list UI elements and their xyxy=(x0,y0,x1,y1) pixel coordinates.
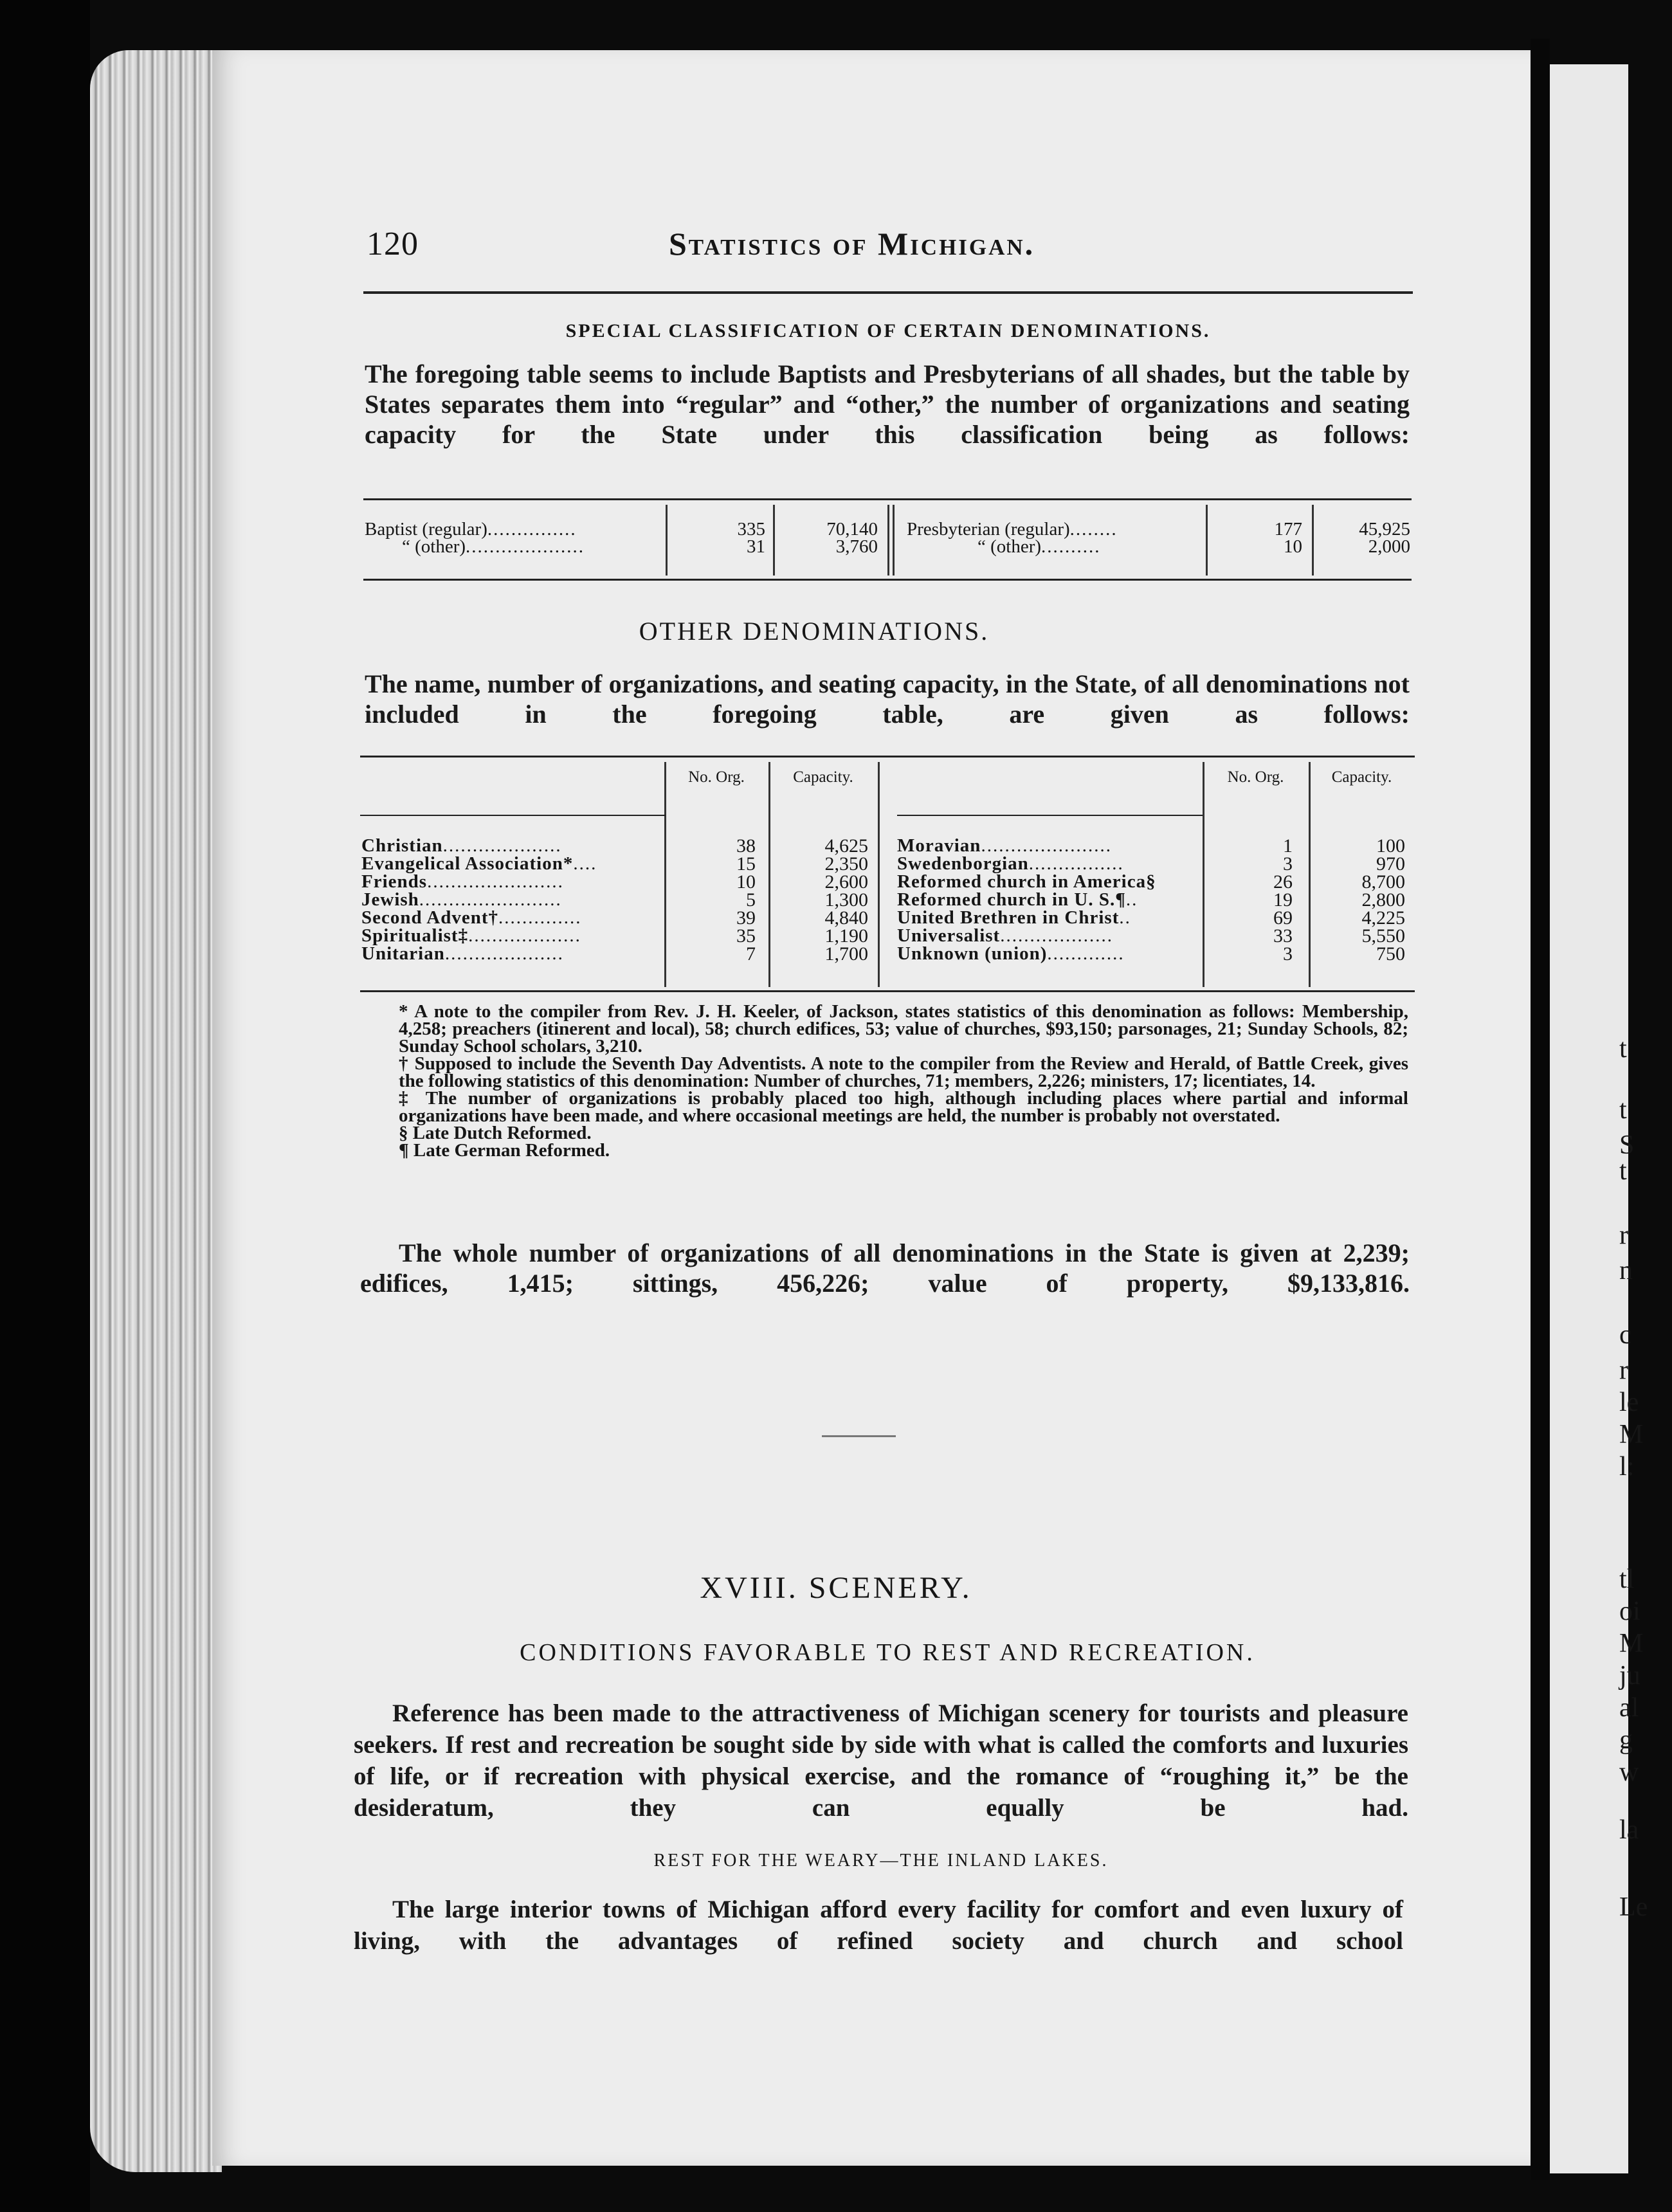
table-row: Universalist................... xyxy=(897,925,1113,946)
org-count: 7 xyxy=(746,943,756,965)
column-rule xyxy=(1206,505,1208,576)
col-head-capacity: Capacity. xyxy=(793,768,853,786)
org-count: 3 xyxy=(1283,853,1293,875)
baptist-other-label: “ (other).................... xyxy=(402,536,585,557)
binding-shadow xyxy=(0,0,90,2212)
footnotes xyxy=(363,1003,1408,1159)
fragment-letter: r xyxy=(1619,1355,1628,1385)
baptist-other-orgs: 31 xyxy=(747,536,765,557)
page-number: 120 xyxy=(367,226,419,262)
special-paragraph: The foregoing table seems to include Baptists and Presbyterians of all shades, but the table by States separates them into “regular” and “other,” the number of organizations and seating capacity for the State under this classification being as follows: xyxy=(365,359,1410,449)
column-rule xyxy=(1312,505,1314,576)
fragment-letter: g xyxy=(1619,1725,1633,1755)
fragment-letter: al xyxy=(1619,1693,1639,1723)
header-underline xyxy=(360,815,666,816)
table-bottom-rule xyxy=(363,579,1412,581)
fragment-letter: tl xyxy=(1619,1564,1635,1594)
table-row: Second Advent†.............. xyxy=(361,907,582,928)
baptist-regular-orgs: 335 xyxy=(737,519,765,539)
presb-regular-capacity: 45,925 xyxy=(1359,519,1410,539)
capacity: 5,550 xyxy=(1361,925,1405,947)
running-head xyxy=(367,225,1412,270)
footnote: § Late Dutch Reformed. xyxy=(399,1123,592,1143)
table-row: Evangelical Association*.... xyxy=(361,853,597,874)
capacity: 2,350 xyxy=(824,853,868,875)
capacity: 2,600 xyxy=(824,871,868,893)
fragment-letter: Le xyxy=(1619,1892,1648,1922)
presb-regular-label: Presbyterian (regular)........ xyxy=(907,519,1118,539)
column-rule xyxy=(887,505,889,576)
baptist-regular-label: Baptist (regular)............... xyxy=(365,519,577,539)
capacity: 970 xyxy=(1376,853,1405,875)
scenery-paragraph-2: The large interior towns of Michigan afford every facility for comfort and even luxury of living, with the advantages of refined society and church and school xyxy=(354,1896,1403,1955)
fragment-letter: t xyxy=(1619,1156,1627,1186)
summary-paragraph: The whole number of organizations of all denominations in the State is given at 2,239; edifices, 1,415; sittings, 456,226; value of property, $9,133,816. xyxy=(360,1238,1410,1298)
org-count: 15 xyxy=(736,853,756,875)
table-top-rule xyxy=(360,756,1415,757)
adjacent-page-fragment xyxy=(1550,64,1648,2173)
fragment-letter: r xyxy=(1619,1220,1628,1250)
fragment-letter: M xyxy=(1619,1629,1644,1658)
capacity: 4,225 xyxy=(1361,907,1405,929)
table-row: Reformed church in America§ xyxy=(897,871,1156,892)
capacity: 2,800 xyxy=(1361,889,1405,911)
org-count: 33 xyxy=(1273,925,1293,947)
baptist-regular-capacity: 70,140 xyxy=(826,519,878,539)
table-row: Spiritualist‡................... xyxy=(361,925,581,946)
capacity: 1,190 xyxy=(824,925,868,947)
column-rule xyxy=(664,762,666,987)
footnote: † Supposed to include the Seventh Day Adventists. A note to the compiler from the Review and Herald, of Battle Creek, gives the following statistics of this denomination: Number of churches, 71; members, 2,226; ministers, 17; licentiates, 14. xyxy=(399,1053,1408,1091)
table-row: Jewish........................ xyxy=(361,889,562,910)
org-count: 69 xyxy=(1273,907,1293,929)
capacity: 100 xyxy=(1376,835,1405,857)
fragment-letter: n xyxy=(1619,1256,1633,1285)
capacity: 1,300 xyxy=(824,889,868,911)
table-row: Friends....................... xyxy=(361,871,564,892)
column-rule xyxy=(1309,762,1311,987)
scenery-title: XVIII. SCENERY. xyxy=(700,1571,972,1605)
col-head-orgs: No. Org. xyxy=(688,768,745,786)
table-row: Christian.................... xyxy=(361,835,562,856)
footnote: * A note to the compiler from Rev. J. H. Keeler, of Jackson, states statistics of this denomination as follows: Membership, 4,258; preachers (itinerent and local), 58; church edifices, 53; value of churches, $93,150; parsonages, 21; Sunday Schools, 82; Sunday School scholars, 3,210. xyxy=(399,1001,1408,1056)
fragment-letter: oi xyxy=(1619,1597,1640,1626)
table-row: Unknown (union)............. xyxy=(897,943,1125,964)
column-rule xyxy=(768,762,770,987)
col-head-orgs-right: No. Org. xyxy=(1227,768,1284,786)
column-rule xyxy=(666,505,668,576)
column-rule xyxy=(1203,762,1204,987)
fragment-letter: S xyxy=(1619,1130,1635,1160)
other-heading: OTHER DENOMINATIONS. xyxy=(639,617,990,646)
section-divider xyxy=(822,1435,896,1437)
table-row: Swedenborgian................ xyxy=(897,853,1124,874)
denominations-table xyxy=(360,756,1415,1000)
fragment-letter: ju xyxy=(1619,1661,1640,1691)
capacity: 1,700 xyxy=(824,943,868,965)
column-rule xyxy=(878,762,880,987)
page-edges xyxy=(90,50,222,2172)
org-count: 5 xyxy=(746,889,756,911)
baptist-other-capacity: 3,760 xyxy=(835,536,878,557)
fragment-letter: c xyxy=(1619,1320,1631,1350)
table-row: Moravian...................... xyxy=(897,835,1112,856)
capacity: 4,840 xyxy=(824,907,868,929)
org-count: 3 xyxy=(1283,943,1293,965)
fragment-letter: M xyxy=(1619,1420,1644,1449)
org-count: 26 xyxy=(1273,871,1293,893)
table-row: Unitarian.................... xyxy=(361,943,564,964)
capacity: 8,700 xyxy=(1361,871,1405,893)
org-count: 39 xyxy=(736,907,756,929)
capacity: 4,625 xyxy=(824,835,868,857)
column-rule xyxy=(893,505,895,576)
presb-other-orgs: 10 xyxy=(1284,536,1302,557)
table-row: United Brethren in Christ.. xyxy=(897,907,1131,928)
other-paragraph: The name, number of organizations, and seating capacity, in the State, of all denominations not included in the foregoing table, are given as follows: xyxy=(365,669,1410,729)
table-bottom-rule xyxy=(360,990,1415,992)
scenery-subhead: REST FOR THE WEARY—THE INLAND LAKES. xyxy=(653,1851,1109,1871)
footnote: ¶ Late German Reformed. xyxy=(399,1140,610,1161)
fragment-letter: t xyxy=(1619,1095,1627,1125)
org-count: 35 xyxy=(736,925,756,947)
column-rule xyxy=(773,505,775,576)
org-count: 1 xyxy=(1283,835,1293,857)
scenery-subtitle: CONDITIONS FAVORABLE TO REST AND RECREATION. xyxy=(520,1639,1255,1666)
fragment-letter: t xyxy=(1619,1034,1627,1064)
presb-other-label: “ (other).......... xyxy=(977,536,1101,557)
page-title: Statistics of Michigan. xyxy=(669,226,1035,262)
fragment-letter: la xyxy=(1619,1815,1639,1845)
org-count: 10 xyxy=(736,871,756,893)
col-head-capacity-right: Capacity. xyxy=(1331,768,1392,786)
table-row: Reformed church in U. S.¶.. xyxy=(897,889,1138,910)
header-rule xyxy=(363,291,1413,294)
scenery-paragraph: Reference has been made to the attractiveness of Michigan scenery for tourists and pleasure seekers. If rest and recreation be sought side by side with what is called the comforts and luxuries of life, or if recreation with physical exercise, and the romance of “roughing it,” be the desideratum, they can equally be had. xyxy=(354,1700,1408,1822)
presb-other-capacity: 2,000 xyxy=(1368,536,1410,557)
special-heading: SPECIAL CLASSIFICATION OF CERTAIN DENOMINATIONS. xyxy=(565,320,1211,341)
table-top-rule xyxy=(363,498,1412,500)
fragment-letter: w xyxy=(1619,1757,1639,1787)
org-count: 38 xyxy=(736,835,756,857)
presb-regular-orgs: 177 xyxy=(1274,519,1302,539)
capacity: 750 xyxy=(1376,943,1405,965)
fragment-letter: l: xyxy=(1619,1452,1635,1482)
header-underline xyxy=(897,815,1203,816)
org-count: 19 xyxy=(1273,889,1293,911)
special-table xyxy=(363,498,1412,582)
fragment-letter: le xyxy=(1619,1388,1639,1417)
footnote: ‡ The number of organizations is probably placed too high, although including places where partial and informal organizations have been made, and where occasional meetings are held, the number is probably not overstated. xyxy=(399,1088,1408,1126)
gutter xyxy=(1531,39,1550,2180)
